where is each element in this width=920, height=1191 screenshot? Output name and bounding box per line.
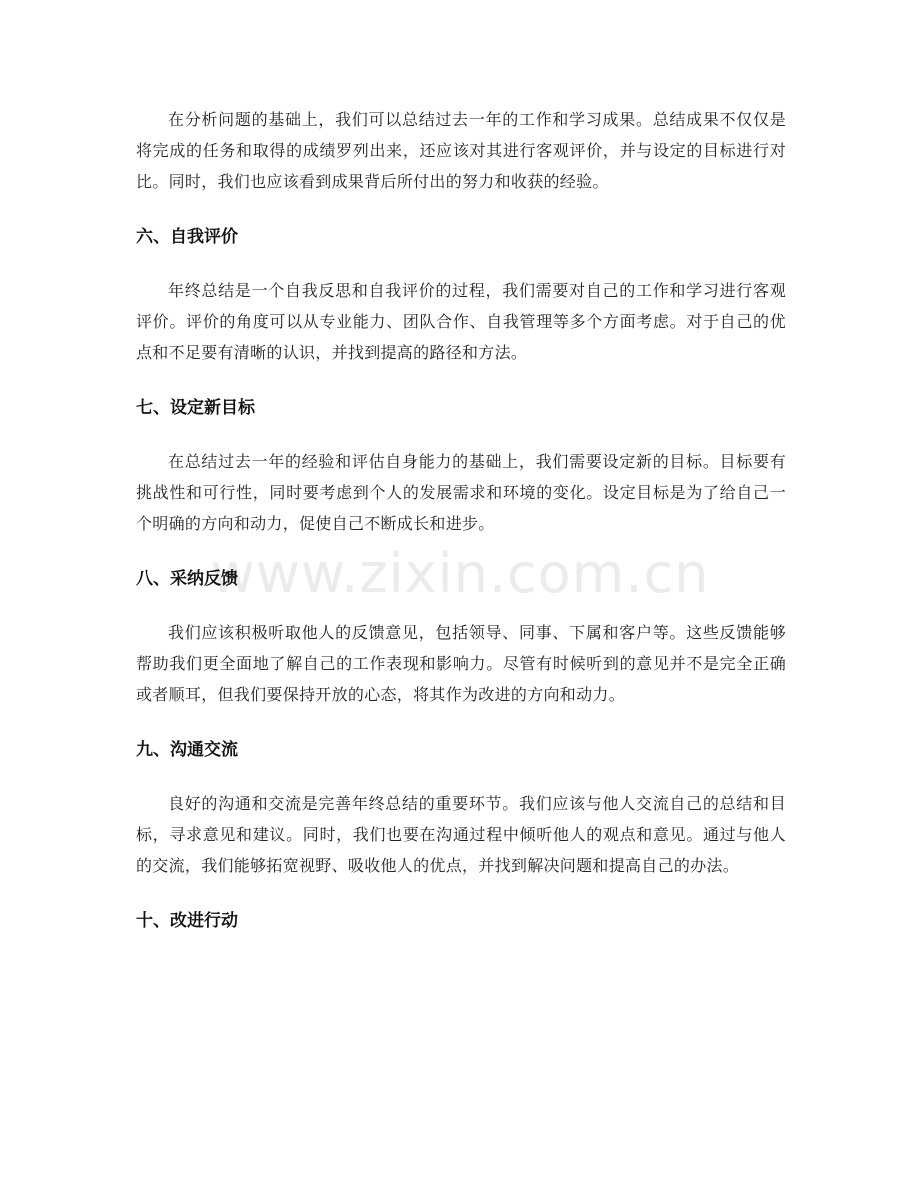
heading-improvement-actions: 十、改进行动 xyxy=(136,911,238,931)
paragraph-new-goals: 在总结过去一年的经验和评估自身能力的基础上，我们需要设定新的目标。目标要有挑战性和可行性，同时要考虑到个人的发展需求和环境的变化。设定目标是为了给自己一个明确的方向和动力，促使自己不断成长和进步。 xyxy=(136,452,786,533)
document-page xyxy=(136,104,786,937)
paragraph-feedback: 我们应该积极听取他人的反馈意见，包括领导、同事、下属和客户等。这些反馈能够帮助我们更全面地了解自己的工作表现和影响力。尽管有时候听到的意见并不是完全正确或者顺耳，但我们要保持开放的心态，将其作为改进的方向和动力。 xyxy=(136,623,786,704)
paragraph-self-evaluation: 年终总结是一个自我反思和自我评价的过程，我们需要对自己的工作和学习进行客观评价。评价的角度可以从专业能力、团队合作、自我管理等多个方面考虑。对于自己的优点和不足要有清晰的认识，并找到提高的路径和方法。 xyxy=(136,281,786,362)
heading-feedback: 八、采纳反馈 xyxy=(136,569,238,589)
watermark-text: www.zixin.com.cn xyxy=(210,542,710,605)
heading-new-goals: 七、设定新目标 xyxy=(136,398,255,418)
heading-communication: 九、沟通交流 xyxy=(136,740,238,760)
paragraph-communication: 良好的沟通和交流是完善年终总结的重要环节。我们应该与他人交流自己的总结和目标，寻求意见和建议。同时，我们也要在沟通过程中倾听他人的观点和意见。通过与他人的交流，我们能够拓宽视野、吸收他人的优点，并找到解决问题和提高自己的办法。 xyxy=(136,794,786,875)
paragraph-results-summary: 在分析问题的基础上，我们可以总结过去一年的工作和学习成果。总结成果不仅仅是将完成的任务和取得的成绩罗列出来，还应该对其进行客观评价，并与设定的目标进行对比。同时，我们也应该看到成果背后所付出的努力和收获的经验。 xyxy=(136,110,786,191)
heading-self-evaluation: 六、自我评价 xyxy=(136,227,238,247)
